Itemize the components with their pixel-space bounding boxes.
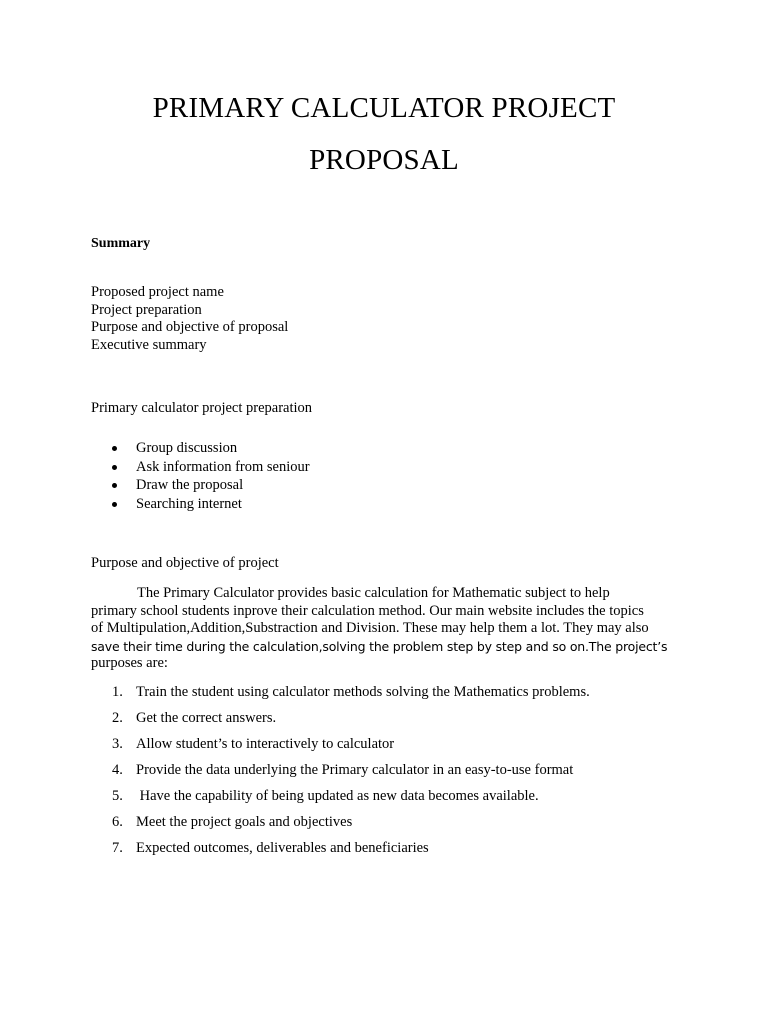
item-text: Expected outcomes, deliverables and beneficiaries (136, 840, 429, 856)
item-number: 4. (112, 762, 123, 778)
bullet-text: Draw the proposal (136, 477, 244, 493)
paragraph-line: purposes are: (91, 655, 168, 671)
purpose-heading: Purpose and objective of project (91, 555, 279, 571)
item-text: Meet the project goals and objectives (136, 814, 353, 830)
item-number: 5. (112, 788, 123, 804)
summary-item: Purpose and objective of proposal (91, 319, 289, 335)
summary-item: Proposed project name (91, 284, 224, 300)
item-text: Provide the data underlying the Primary calculator in an easy-to-use format (136, 762, 574, 778)
item-number: 3. (112, 736, 123, 752)
paragraph-line: save their time during the calculation,solving the problem step by step and so on.The project’s (91, 638, 668, 654)
summary-item: Project preparation (91, 301, 202, 318)
item-text: Get the correct answers. (136, 710, 277, 726)
document-title-line-1: PRIMARY CALCULATOR PROJECT (152, 92, 616, 124)
bullet-text: Group discussion (136, 440, 238, 456)
document-title-line-2: PROPOSAL (309, 144, 459, 176)
bullet-icon (112, 465, 117, 470)
paragraph-line: of Multipulation,Addition,Substraction and Division. These may help them a lot. They may also (91, 620, 649, 636)
purpose-paragraph (91, 585, 691, 673)
bullet-text: Ask information from seniour (136, 458, 310, 475)
bullet-icon (112, 483, 117, 488)
paragraph-line: primary school students inprove their calculation method. Our main website includes the topics (91, 602, 644, 619)
bullet-icon (112, 446, 117, 451)
summary-item: Executive summary (91, 336, 207, 353)
summary-list (91, 284, 288, 354)
preparation-heading: Primary calculator project preparation (91, 400, 313, 416)
item-number: 1. (112, 684, 123, 700)
bullet-icon (112, 502, 117, 507)
paragraph-line: The Primary Calculator provides basic calculation for Mathematic subject to help (137, 585, 610, 601)
item-number: 7. (112, 840, 123, 856)
summary-heading: Summary (91, 236, 151, 251)
item-number: 6. (112, 814, 123, 830)
item-number: 2. (112, 710, 123, 726)
item-text: Train the student using calculator methods solving the Mathematics problems. (136, 684, 590, 700)
item-text: Have the capability of being updated as new data becomes available. (136, 788, 539, 804)
item-text: Allow student’s to interactively to calculator (136, 736, 395, 752)
bullet-text: Searching internet (136, 495, 242, 512)
